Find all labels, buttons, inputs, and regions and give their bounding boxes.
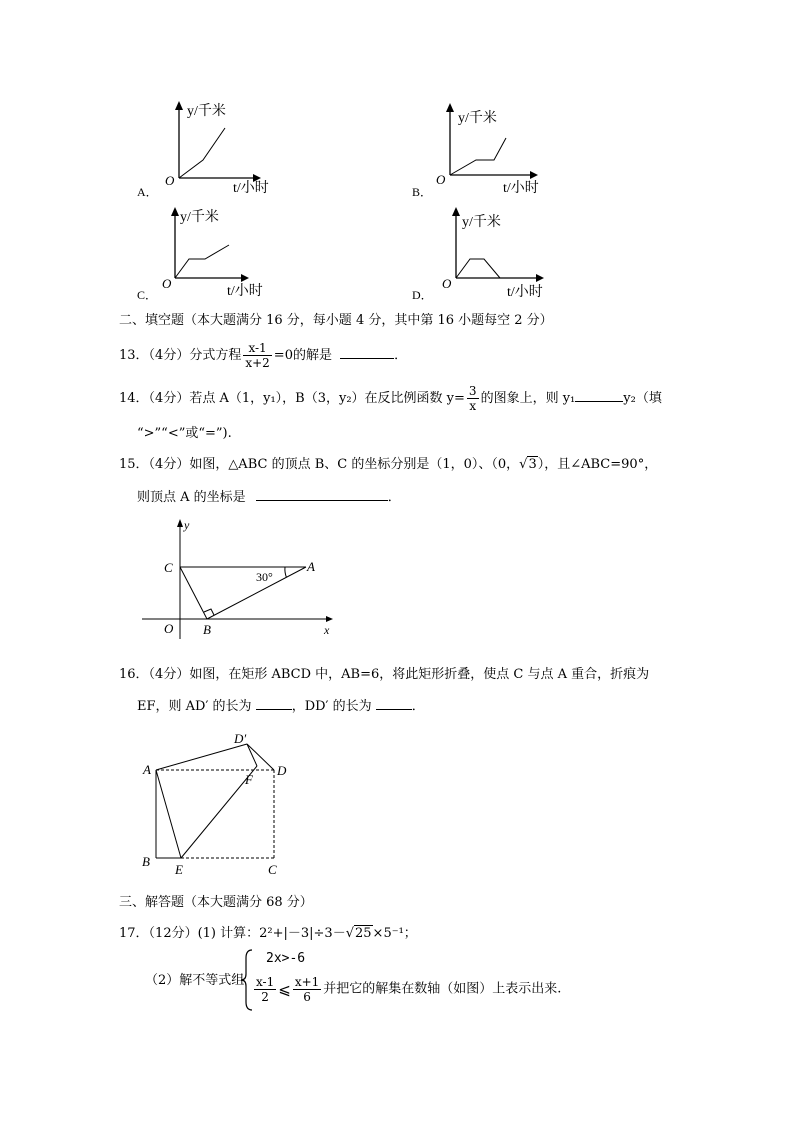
fig15-label-y: y	[184, 518, 190, 532]
q15-line2: 则顶点 A 的坐标是	[137, 490, 246, 505]
q15-sqrt-value: 3	[528, 457, 537, 472]
fig16-label-a: A	[143, 762, 151, 777]
q17-sqrt: √25	[345, 926, 372, 941]
y-axis-label: y/千米	[458, 111, 497, 126]
origin-label: O	[436, 172, 446, 187]
fig15-label-x: x	[324, 623, 330, 637]
y-axis-label: y/千米	[187, 104, 226, 119]
q15-answer-blank[interactable]	[256, 488, 388, 501]
q14-answer-blank[interactable]	[575, 389, 623, 402]
q17-ineq2-right-num: x+1	[294, 975, 320, 989]
fig16-label-b: B	[142, 854, 150, 869]
fig15-label-b: B	[203, 622, 211, 637]
t-axis-label: t/小时	[227, 284, 263, 299]
option-a-label: A．	[137, 185, 158, 199]
q16-line2b: ，DD′ 的长为	[291, 699, 372, 714]
q17-ineq2-right-den: 6	[303, 990, 311, 1004]
q16-line-2: EF，则 AD′ 的长为 ，DD′ 的长为 ．	[137, 699, 425, 714]
origin-label: O	[165, 173, 175, 188]
q17-sqrt-value: 25	[355, 926, 372, 941]
origin-label: O	[442, 276, 452, 291]
q14-line-2: “>”“<”或“=”).	[137, 426, 232, 441]
q14-end: y₂（填	[623, 391, 662, 406]
q15-line1b: ），且∠ABC=90°，	[537, 457, 658, 472]
section-3-heading: 三、解答题（本大题满分 68 分）	[119, 895, 313, 910]
graph-b	[410, 98, 610, 203]
q13-denominator: x+2	[245, 356, 270, 370]
q16-line2a: EF，则 AD′ 的长为	[137, 699, 252, 714]
q17-part2-suffix: 并把它的解集在数轴（如图）上表示出来.	[323, 981, 562, 997]
fig16-label-d: D	[277, 763, 287, 778]
q14-denominator: x	[469, 399, 477, 413]
option-b-label: B．	[412, 185, 433, 199]
fig16-label-c: C	[268, 862, 277, 877]
q17-part1-suffix: ×5⁻¹；	[372, 926, 417, 941]
option-d-label: D．	[412, 288, 433, 302]
q17-ineq2-left	[254, 975, 276, 1004]
question-16: 16．（4分）如图，在矩形 ABCD 中，AB=6，将此矩形折叠，使点 C 与点 A 重合，折痕为	[119, 667, 650, 682]
q15-line1a: 15．（4分）如图，△ABC 的顶点 B、C 的坐标分别是（1，0）、（0，	[119, 457, 520, 472]
q13-prefix: 13．（4分）分式方程	[119, 348, 242, 363]
question-14	[119, 384, 662, 413]
fig15-angle: 30°	[256, 570, 273, 584]
q13-fraction	[243, 341, 271, 370]
q17-ineq2-left-num: x-1	[256, 975, 275, 989]
q15-figure	[140, 515, 340, 645]
fig15-label-o: O	[164, 621, 174, 636]
section-2-heading: 二、填空题（本大题满分 16 分，每小题 4 分，其中第 16 小题每空 2 分）	[119, 313, 553, 328]
q17-ineq2-op: ⩽	[278, 980, 291, 999]
origin-label: O	[162, 276, 172, 291]
fig16-label-f: F	[245, 772, 253, 787]
t-axis-label: t/小时	[233, 181, 269, 196]
graph-a	[135, 98, 335, 203]
question-13: 13．（4分）分式方程 $\frac{x-1}{x+2}$ =0的解是 ．	[119, 341, 408, 370]
fig16-label-e: E	[175, 862, 183, 877]
q16-figure	[135, 728, 305, 878]
q15-sqrt: √3	[519, 457, 537, 472]
y-axis-label: y/千米	[180, 210, 219, 225]
q17-part1-prefix: 17．（12分）(1) 计算：2²+|－3|÷3－	[119, 926, 346, 941]
fig15-label-c: C	[164, 560, 173, 575]
q13-suffix: =0的解是	[273, 348, 332, 363]
question-15	[119, 456, 657, 474]
q17-ineq2-right	[293, 975, 321, 1004]
graph-c	[135, 202, 335, 307]
y-axis-label: y/千米	[462, 215, 501, 230]
t-axis-label: t/小时	[507, 285, 543, 300]
q17-inequality-1: 2x>-6	[266, 951, 306, 966]
q13-numerator: x-1	[243, 341, 271, 356]
graph-d	[410, 202, 610, 307]
fig16-label-dprime: D′	[234, 731, 247, 746]
q13-answer-blank[interactable]	[340, 346, 394, 359]
q17-ineq2-left-den: 2	[261, 990, 269, 1004]
q14-fraction	[467, 384, 479, 413]
fig15-label-a: A	[307, 559, 315, 574]
q14-mid: 的图象上，则 y₁	[480, 391, 576, 406]
t-axis-label: t/小时	[503, 181, 539, 196]
q16-answer-blank-1[interactable]	[256, 697, 292, 710]
q14-numerator: 3	[468, 384, 477, 398]
q15-line-2: 则顶点 A 的坐标是 ．	[137, 490, 401, 505]
question-17-part-1	[119, 925, 417, 943]
option-c-label: C．	[137, 288, 158, 302]
q16-answer-blank-2[interactable]	[376, 697, 412, 710]
q17-part2-prefix: （2）解不等式组	[145, 973, 245, 988]
q17-inequality-2	[252, 975, 561, 1004]
q14-prefix: 14．（4分）若点 A（1，y₁），B（3，y₂）在反比例函数 y=	[119, 391, 465, 406]
